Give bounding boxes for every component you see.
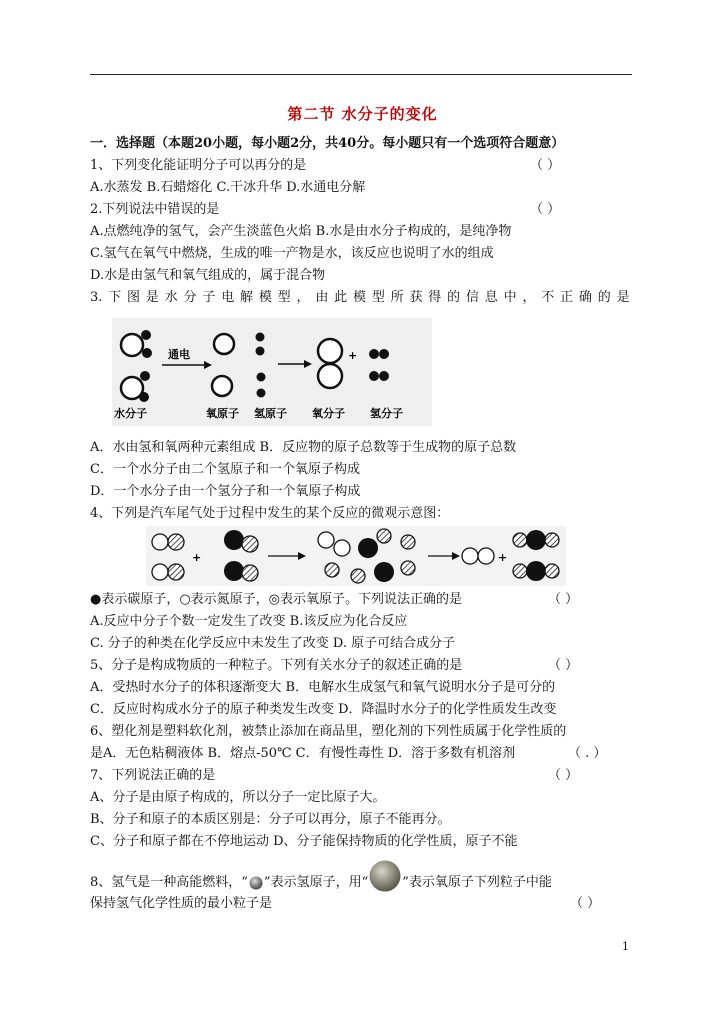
q3-stem-char: 3. [90, 290, 103, 305]
hydrogen-atom-icon [256, 347, 265, 356]
q5-option-ab: A．受热时水分子的体积逐渐变大 B．电解水生成氢气和氧气说明水分子是可分的 [90, 680, 556, 695]
q3-stem-char: 图 [127, 290, 141, 305]
q3-stem-char: 解 [240, 290, 254, 305]
q6-line1: 6、塑化剂是塑料软化剂，被禁止添加在商品里，塑化剂的下列性质属于化学性质的 [90, 724, 567, 739]
q1-options: A.水蒸发 B.石蜡熔化 C.干冰升华 D.水通电分解 [90, 180, 366, 195]
plus-sign: + [192, 551, 202, 564]
q3-stem-char: ， [296, 290, 310, 305]
header-rule [90, 74, 632, 75]
q8-text-part1: 8、氢气是一种高能燃料，“ [90, 875, 248, 890]
q3-stem-char: 电 [221, 290, 235, 305]
q3-stem-char: 的 [597, 290, 611, 305]
q3-stem-char: 下 [108, 290, 122, 305]
label-oxygen-atom: 氧原子 [206, 407, 239, 420]
q2-option-ab: A.点燃纯净的氢气，会产生淡蓝色火焰 B.水是由水分子构成的，是纯净物 [90, 224, 512, 239]
q3-stem-char: 信 [465, 290, 479, 305]
q3-stem-char: 型 [371, 290, 385, 305]
q8-line1 [90, 873, 635, 893]
q3-stem-char: ， [522, 290, 536, 305]
q3-stem-char: 所 [390, 290, 404, 305]
q3-stem-char: 中 [503, 290, 517, 305]
q3-stem-char: 确 [578, 290, 592, 305]
q4-option-cd: C. 分子的种类在化学反应中未发生了改变 D. 原子可结合成分子 [90, 636, 456, 651]
q8-text-part2: ”表示氢原子，用“ [263, 875, 369, 890]
q3-stem-char: 此 [334, 290, 348, 305]
q3-stem-char: 水 [164, 290, 178, 305]
q2-answer-paren: （ ） [530, 202, 561, 217]
q5-answer-paren: （ ） [548, 658, 579, 673]
q3-stem-char: 子 [202, 290, 216, 305]
q3-stem-char: 型 [277, 290, 291, 305]
q3-stem-char: 正 [560, 290, 574, 305]
q3-stem-char: 息 [484, 290, 498, 305]
hydrogen-atom-icon [257, 373, 266, 382]
q3-stem-char: 不 [541, 290, 555, 305]
q5-stem: 5、分子是构成物质的一种粒子。下列有关水分子的叙述正确的是 [90, 658, 463, 673]
q5-option-cd: C．反应时构成水分子的原子种类发生改变 D．降温时水分子的化学性质发生改变 [90, 702, 557, 717]
arrow-label: 通电 [168, 348, 190, 361]
q1-answer-paren: （ ） [530, 158, 561, 173]
q4-legend: ●表示碳原子，○表示氮原子，◎表示氧原子。下列说法正确的是 [90, 592, 463, 607]
co2-molecule-icon [513, 530, 559, 550]
q3-option-ab: A．水由氢和氧两种元素组成 B．反应物的原子总数等于生成物的原子总数 [90, 440, 517, 455]
label-hydrogen-molecule: 氢分子 [370, 407, 403, 420]
electrolysis-model-figure [112, 318, 432, 426]
section-heading: 一．选择题（本题20小题，每小题2分，共40分。每小题只有一个选项符合题意） [90, 136, 565, 151]
q2-stem: 2.下列说法中错误的是 [90, 202, 220, 217]
q3-stem-char: 模 [352, 290, 366, 305]
q7-option-cd: C、分子和原子都在不停地运动 D、分子能保持物质的化学性质，原子不能 [90, 834, 518, 849]
oxygen-atom-icon [214, 334, 234, 354]
q8-answer-paren: （ ） [570, 896, 601, 911]
q3-stem-char: 是 [616, 290, 630, 305]
q3-stem-char: 的 [447, 290, 461, 305]
q4-option-ab: A.反应中分子个数一定发生了改变 B.该反应为化合反应 [90, 614, 408, 629]
hydrogen-atom-icon [257, 389, 266, 398]
hydrogen-atom-icon [256, 333, 265, 342]
q3-stem [90, 289, 630, 307]
co2-molecule-icon [513, 561, 559, 581]
q3-option-d: D．一个水分子由一个氢分子和一个氧原子构成 [90, 484, 361, 499]
plus-sign: + [348, 349, 358, 362]
q3-stem-char: 得 [428, 290, 442, 305]
q6-answer-paren: （ . ） [568, 746, 607, 761]
q8-text-part3: ”表示氧原子下列粒子中能 [402, 875, 552, 890]
q4-answer-paren: （ ） [548, 592, 579, 607]
oxygen-atom-icon [368, 859, 402, 893]
q3-stem-char: 分 [183, 290, 197, 305]
q8-line2: 保持氢气化学性质的最小粒子是 [90, 896, 273, 911]
q7-stem: 7、下列说法正确的是 [90, 768, 216, 783]
q2-option-c: C.氢气在氧气中燃烧，生成的唯一产物是水，该反应也说明了水的组成 [90, 246, 494, 261]
q3-stem-char: 由 [315, 290, 329, 305]
label-hydrogen-atom: 氢原子 [254, 407, 287, 420]
q7-option-a: A、分子是由原子构成的，所以分子一定比原子大。 [90, 790, 386, 805]
q3-stem-char: 模 [258, 290, 272, 305]
q1-stem: 1、下列变化能证明分子可以再分的是 [90, 158, 307, 173]
plus-sign: + [498, 551, 508, 564]
q6-line2: 是A．无色粘稠液体 B．熔点-50℃ C．有慢性毒性 D．溶于多数有机溶剂 [90, 746, 516, 761]
hydrogen-atom-icon [248, 875, 264, 891]
page-title: 第二节 水分子的变化 [287, 105, 438, 123]
page-number: 1 [622, 940, 629, 953]
q2-option-d: D.水是由氢气和氧气组成的，属于混合物 [90, 268, 326, 283]
label-water-molecule: 水分子 [114, 407, 147, 420]
label-oxygen-molecule: 氧分子 [312, 407, 345, 420]
q3-option-c: C．一个水分子由二个氢原子和一个氧原子构成 [90, 462, 360, 477]
oxygen-atom-icon [212, 376, 232, 396]
q7-answer-paren: （ ） [548, 768, 579, 783]
q7-option-b: B、分子和原子的本质区别是：分子可以再分，原子不能再分。 [90, 812, 451, 827]
exhaust-reaction-figure [146, 526, 566, 586]
q4-stem: 4、下列是汽车尾气处于过程中发生的某个反应的微观示意图： [90, 506, 450, 521]
q3-stem-char: 获 [409, 290, 423, 305]
q3-stem-char: 是 [145, 290, 159, 305]
